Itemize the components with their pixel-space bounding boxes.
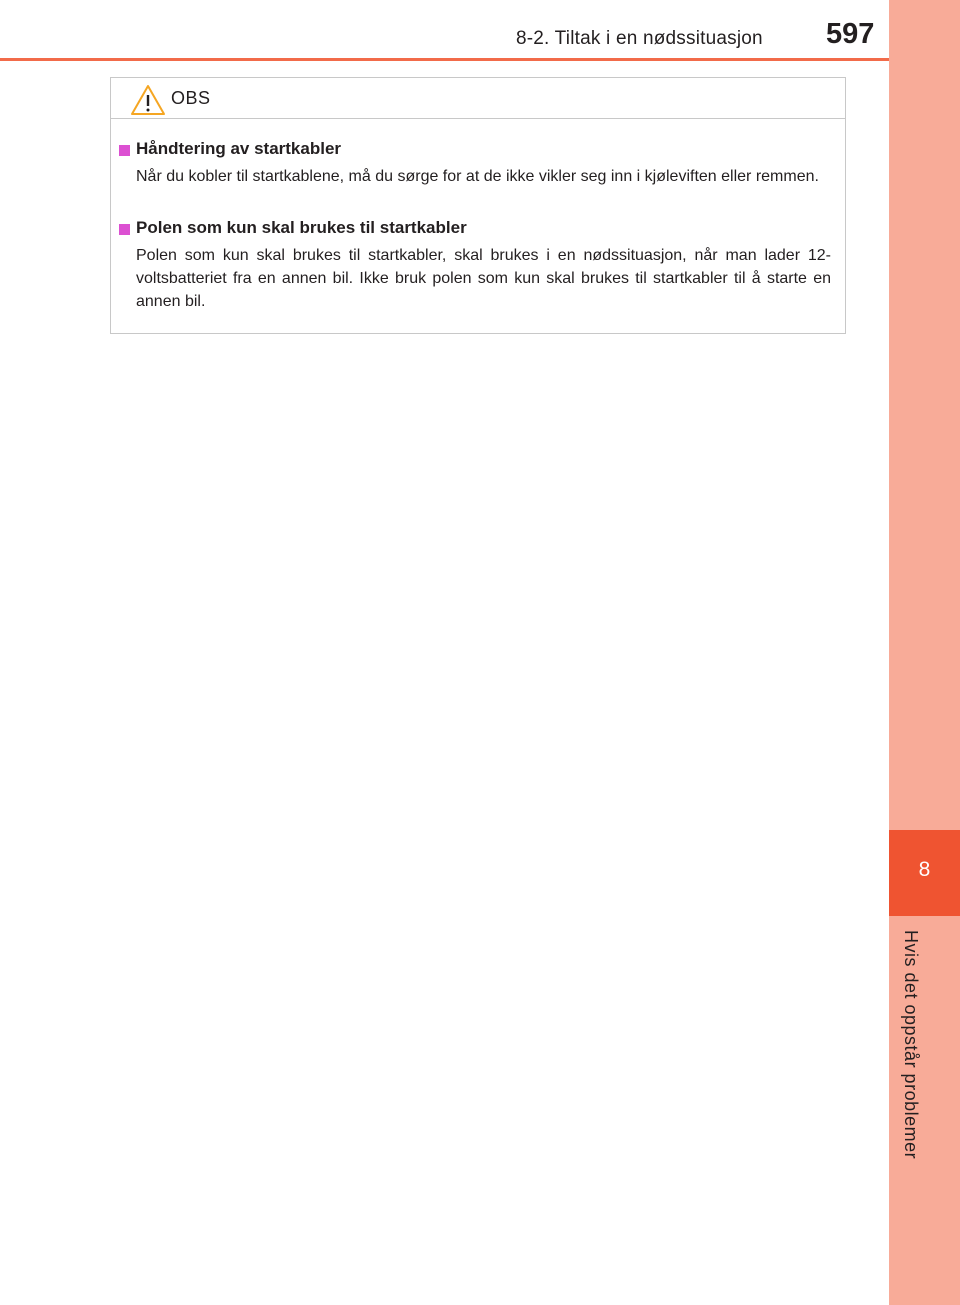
notice-item-title: Håndtering av startkabler — [136, 139, 342, 158]
warning-triangle-icon — [130, 84, 166, 116]
notice-label: OBS — [171, 88, 211, 108]
caution-notice-header — [111, 78, 845, 119]
page-number: 597 — [826, 18, 875, 50]
caution-notice — [110, 77, 846, 334]
square-bullet-icon — [119, 224, 130, 235]
notice-item-body: Når du kobler til startkablene, må du sørge for at de ikke vikler seg inn i kjøleviften eller remmen. — [136, 168, 819, 185]
notice-item-title: Polen som kun skal brukes til startkabler — [136, 218, 467, 237]
chapter-number: 8 — [918, 858, 931, 881]
notice-item-body: Polen som kun skal brukes til startkabler, skal brukes i en nødssituasjon, når man lader 12-voltsbatteriet fra en annen bil. Ikke bruk polen som kun skal brukes til startkabler til å starte en annen bil. — [136, 247, 831, 310]
square-bullet-icon — [119, 145, 130, 156]
chapter-title: Hvis det oppstår problemer — [901, 930, 921, 1160]
header-rule — [0, 58, 889, 61]
section-title: 8-2. Tiltak i en nødssituasjon — [516, 28, 763, 49]
